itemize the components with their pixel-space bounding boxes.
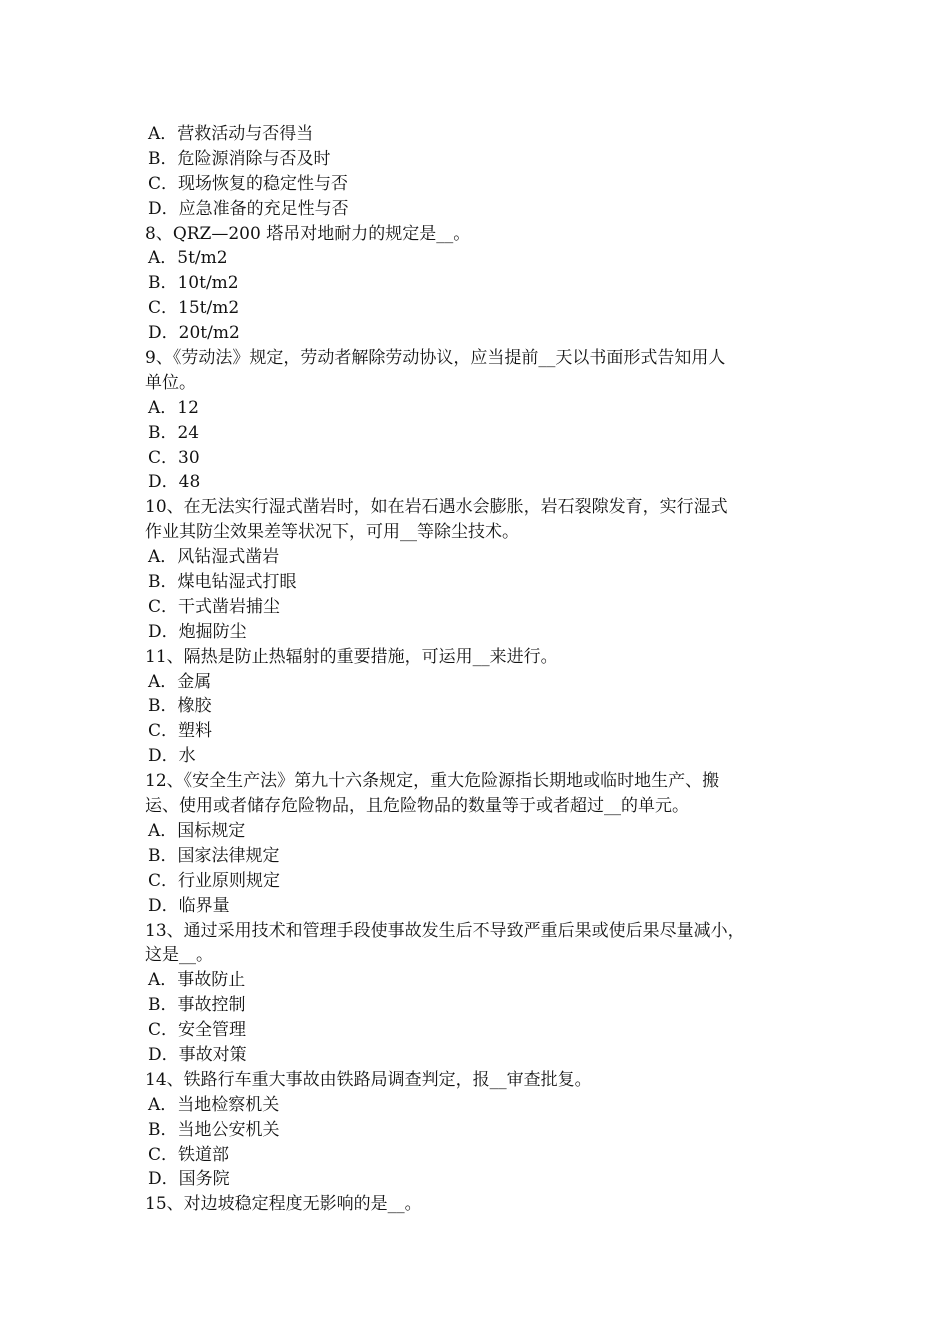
question-text: 8、QRZ—200 塔吊对地耐力的规定是__。 (145, 223, 471, 244)
question-text: 这是__。 (145, 945, 213, 966)
answer-option: C．塑料 (148, 721, 213, 742)
answer-option: B．24 (148, 422, 200, 443)
answer-option: D．20t/m2 (148, 323, 240, 344)
answer-option: B．橡胶 (148, 696, 212, 717)
answer-option: B．事故控制 (148, 995, 246, 1016)
answer-option: D．国务院 (148, 1169, 230, 1190)
answer-option: B．危险源消除与否及时 (148, 148, 331, 169)
answer-option: A．12 (148, 397, 199, 418)
answer-option: A．国标规定 (148, 820, 246, 841)
answer-option: A．风钻湿式凿岩 (148, 547, 280, 568)
answer-option: A．金属 (148, 671, 212, 692)
question-text: 13、通过采用技术和管理手段使事故发生后不导致严重后果或使后果尽量减小， (145, 920, 745, 941)
document-page (145, 122, 825, 1217)
question-text: 14、铁路行车重大事故由铁路局调查判定，报__审查批复。 (145, 1069, 592, 1090)
answer-option: A．当地检察机关 (148, 1094, 280, 1115)
answer-option: B．当地公安机关 (148, 1119, 280, 1140)
answer-option: C．行业原则规定 (148, 870, 281, 891)
answer-option: C．铁道部 (148, 1144, 230, 1165)
answer-option: A．5t/m2 (148, 248, 228, 269)
question-text: 10、在无法实行湿式凿岩时，如在岩石遇水会膨胀，岩石裂隙发育，实行湿式 (145, 497, 728, 518)
answer-option: C．干式凿岩捕尘 (148, 596, 281, 617)
answer-option: D．水 (148, 746, 196, 767)
answer-option: B．国家法律规定 (148, 845, 280, 866)
question-text: 单位。 (145, 372, 196, 393)
question-text: 15、对边坡稳定程度无影响的是__。 (145, 1194, 422, 1215)
answer-option: C．15t/m2 (148, 298, 240, 319)
answer-option: D．炮掘防尘 (148, 621, 247, 642)
question-text: 11、隔热是防止热辐射的重要措施，可运用__来进行。 (145, 646, 558, 667)
answer-option: A．营救活动与否得当 (148, 124, 314, 144)
answer-option: C．安全管理 (148, 1020, 247, 1041)
question-text: 9、《劳动法》规定，劳动者解除劳动协议，应当提前__天以书面形式告知用人 (145, 348, 726, 369)
answer-option: D．48 (148, 472, 201, 493)
question-text: 作业其防尘效果差等状况下，可用__等除尘技术。 (145, 522, 519, 543)
answer-option: C．30 (148, 447, 200, 468)
answer-option: B．煤电钻湿式打眼 (148, 572, 297, 593)
answer-option: D．事故对策 (148, 1044, 247, 1065)
answer-option: D．应急准备的充足性与否 (148, 198, 349, 219)
question-text: 运、使用或者储存危险物品，且危险物品的数量等于或者超过__的单元。 (145, 796, 689, 817)
answer-option: D．临界量 (148, 895, 230, 916)
answer-option: C．现场恢复的稳定性与否 (148, 173, 349, 194)
answer-option: B．10t/m2 (148, 273, 239, 294)
question-text: 12、《安全生产法》第九十六条规定，重大危险源指长期地或临时地生产、搬 (145, 771, 720, 792)
answer-option: A．事故防止 (148, 970, 246, 991)
